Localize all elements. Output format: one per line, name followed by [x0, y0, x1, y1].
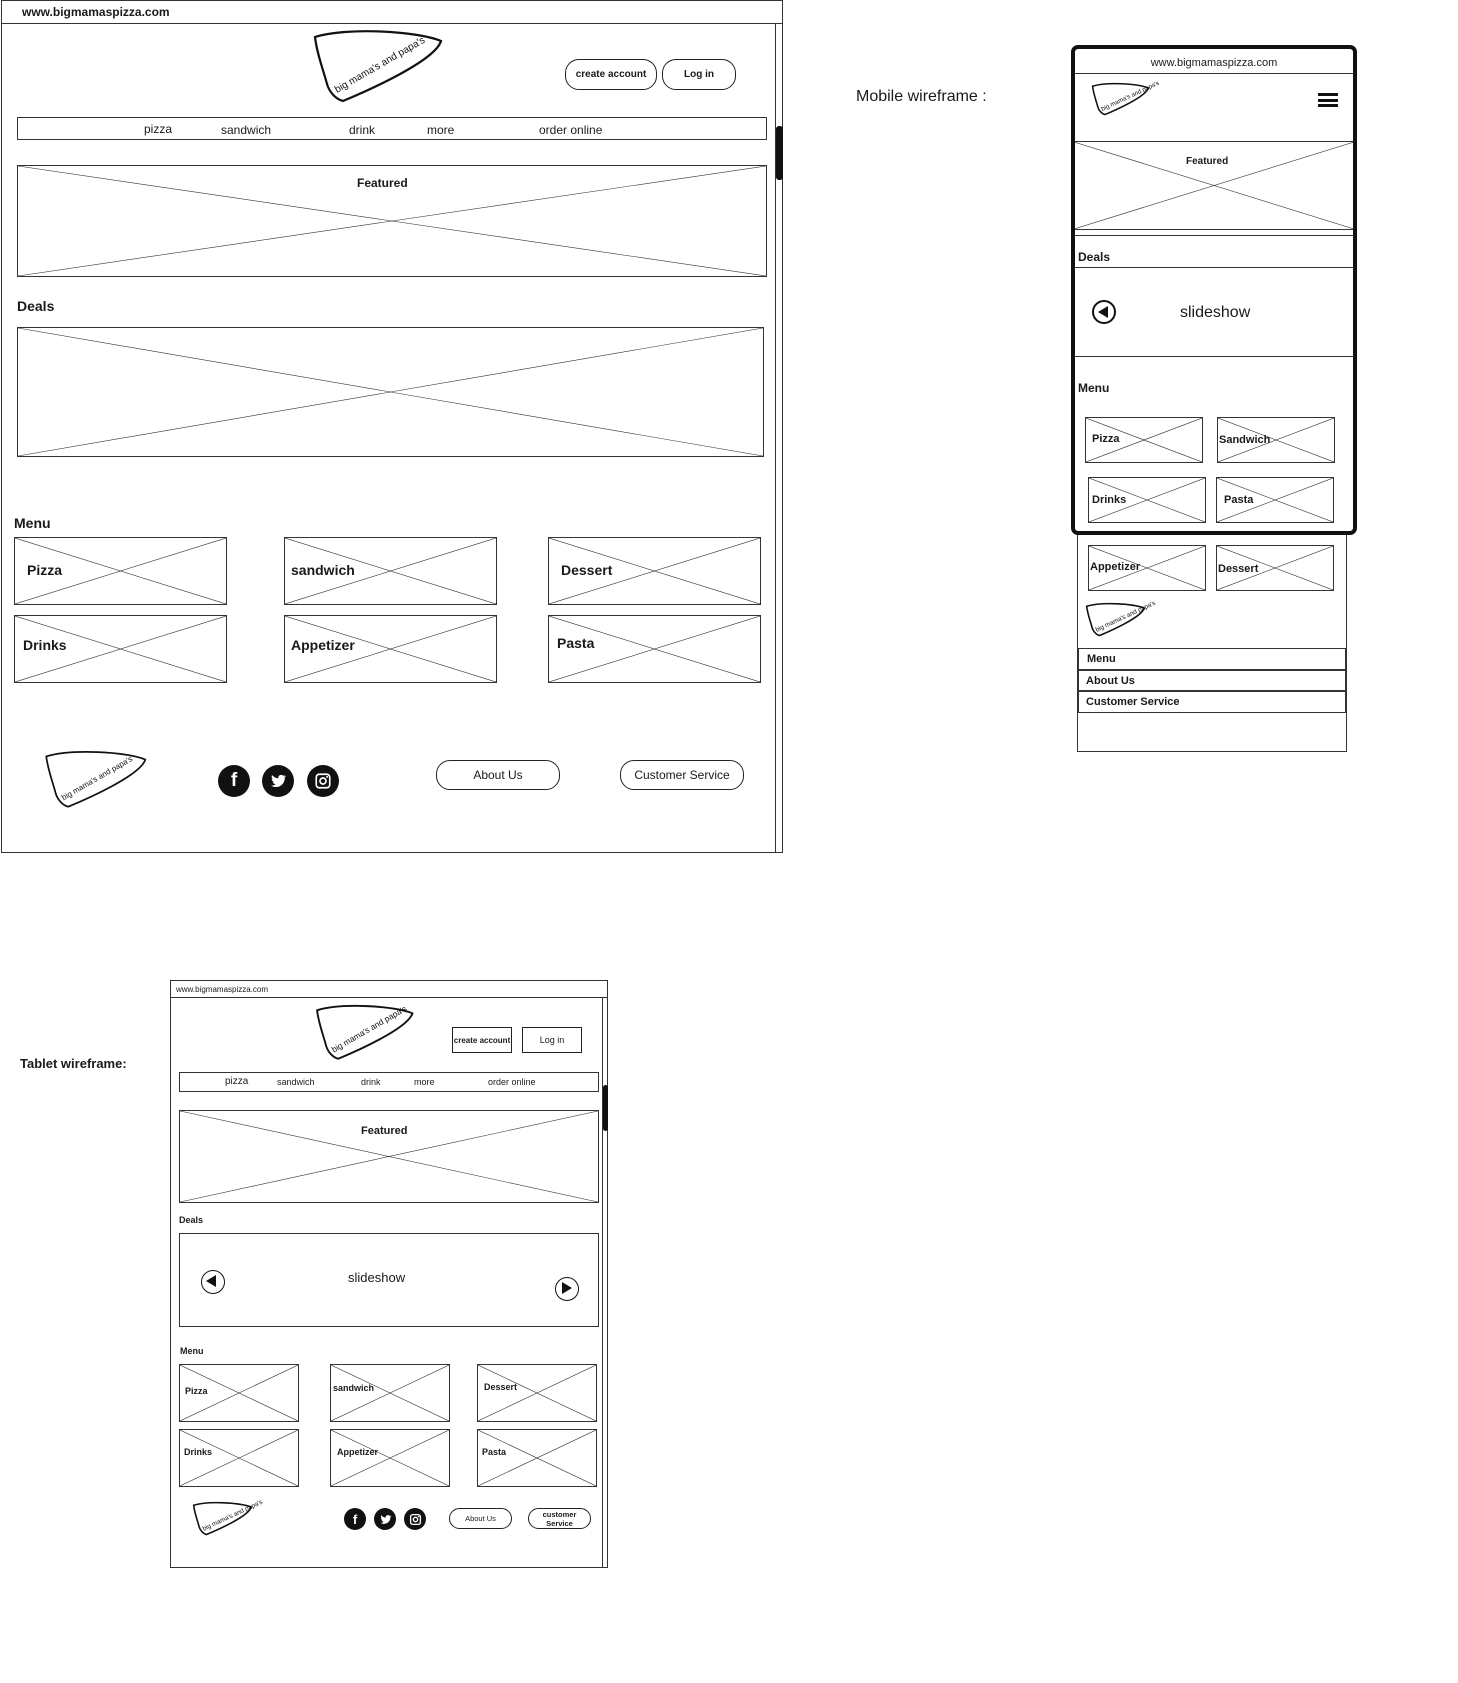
mobile-menu-item-appetizer[interactable]: [1088, 545, 1206, 591]
tablet-menu-item-pizza[interactable]: [179, 1364, 299, 1422]
menu-item-label: Pasta: [482, 1447, 507, 1457]
mobile-menu-item-drinks[interactable]: [1088, 477, 1206, 523]
menu-item-label: Drinks: [1092, 494, 1127, 506]
mobile-menu-item-pizza[interactable]: [1085, 417, 1203, 463]
twitter-icon[interactable]: [374, 1508, 396, 1530]
tablet-deals-heading: Deals: [179, 1215, 204, 1225]
tablet-menu-item-appetizer[interactable]: [330, 1429, 450, 1487]
nav-item-more[interactable]: more: [414, 1077, 435, 1087]
menu-item-label: Dessert: [561, 562, 613, 578]
menu-item-label: Pasta: [557, 635, 595, 651]
menu-item-label: Appetizer: [1090, 561, 1141, 573]
nav-item-sandwich[interactable]: sandwich: [277, 1077, 315, 1087]
tablet-menu-heading: Menu: [180, 1346, 204, 1356]
customer-service-button[interactable]: Customer Service: [620, 760, 744, 790]
tablet-scrollbar-track[interactable]: [602, 998, 603, 1567]
twitter-icon[interactable]: [262, 765, 294, 797]
url-bar-divider: [2, 23, 782, 24]
desktop-wireframe: [1, 0, 783, 853]
tablet-menu-item-drinks[interactable]: [179, 1429, 299, 1487]
mobile-menu-item-dessert[interactable]: [1216, 545, 1334, 591]
menu-item-pasta[interactable]: [548, 615, 761, 683]
menu-item-dessert[interactable]: [548, 537, 761, 605]
create-account-button[interactable]: create account: [565, 59, 657, 90]
mobile-phone-frame: [1071, 45, 1357, 535]
deals-placeholder[interactable]: [17, 327, 764, 457]
nav-item-pizza[interactable]: pizza: [144, 122, 173, 136]
logo-text: big mama's and papa's: [1100, 79, 1161, 113]
logo-text: big mama's and papa's: [201, 1498, 264, 1533]
mobile-url-bar[interactable]: www.bigmamaspizza.com: [1150, 57, 1278, 69]
facebook-icon[interactable]: f: [344, 1508, 366, 1530]
menu-item-drinks[interactable]: [14, 615, 227, 683]
menu-item-label: Pizza: [1092, 433, 1120, 445]
url-bar[interactable]: www.bigmamaspizza.com: [22, 5, 170, 19]
tablet-nav-bar: [179, 1072, 599, 1092]
tablet-menu-item-sandwich[interactable]: [330, 1364, 450, 1422]
tablet-login-button[interactable]: Log in: [522, 1027, 582, 1053]
nav-item-drink[interactable]: drink: [361, 1077, 381, 1087]
instagram-icon[interactable]: [404, 1508, 426, 1530]
menu-item-label: Dessert: [1218, 563, 1259, 575]
mobile-deals-heading: Deals: [1078, 250, 1111, 264]
slideshow-label: slideshow: [1180, 304, 1251, 321]
login-button[interactable]: Log in: [662, 59, 736, 90]
tablet-customer-service-button[interactable]: customer Service: [528, 1508, 591, 1529]
menu-item-label: Pizza: [185, 1386, 208, 1396]
facebook-icon[interactable]: f: [218, 765, 250, 797]
menu-item-appetizer[interactable]: [284, 615, 497, 683]
tablet-featured-placeholder[interactable]: [179, 1110, 599, 1203]
tablet-wireframe: [170, 980, 608, 1568]
slideshow-next-icon[interactable]: [555, 1277, 579, 1301]
menu-heading: Menu: [14, 515, 51, 531]
mobile-wireframe-label: Mobile wireframe :: [856, 88, 987, 105]
tablet-url-bar[interactable]: www.bigmamaspizza.com: [176, 985, 269, 994]
nav-item-pizza[interactable]: pizza: [225, 1076, 249, 1087]
nav-bar: [17, 117, 767, 140]
featured-placeholder[interactable]: [17, 165, 767, 277]
mobile-footer-link-customer-service[interactable]: [1078, 691, 1346, 713]
tablet-logo-icon[interactable]: [311, 1003, 417, 1063]
menu-item-sandwich[interactable]: [284, 537, 497, 605]
tablet-url-divider: [171, 997, 607, 998]
slideshow-prev-icon[interactable]: [1092, 300, 1116, 324]
about-us-button[interactable]: About Us: [436, 760, 560, 790]
menu-item-label: sandwich: [333, 1383, 375, 1393]
mobile-url-divider: [1075, 73, 1353, 74]
scrollbar-thumb[interactable]: [776, 126, 783, 180]
nav-item-more[interactable]: more: [427, 123, 455, 137]
instagram-icon[interactable]: [307, 765, 339, 797]
mobile-footer-logo-icon[interactable]: [1083, 599, 1157, 638]
tablet-scrollbar-thumb[interactable]: [603, 1085, 608, 1131]
footer-link-label: About Us: [1086, 675, 1135, 687]
menu-item-pizza[interactable]: [14, 537, 227, 605]
footer-logo-icon[interactable]: [40, 749, 150, 811]
menu-item-label: Drinks: [184, 1447, 213, 1457]
nav-item-sandwich[interactable]: sandwich: [221, 123, 272, 137]
nav-item-drink[interactable]: drink: [349, 123, 376, 137]
tablet-footer-logo-icon[interactable]: [190, 1498, 264, 1538]
logo-icon[interactable]: [307, 29, 447, 105]
logo-text: big mama's and papa's: [60, 754, 135, 803]
hamburger-menu-icon[interactable]: [1318, 93, 1338, 107]
nav-item-order-online[interactable]: order online: [539, 123, 603, 137]
menu-item-label: Pizza: [27, 562, 63, 578]
mobile-logo-icon[interactable]: [1089, 79, 1161, 118]
featured-label: Featured: [357, 176, 408, 190]
menu-item-label: Pasta: [1224, 494, 1254, 506]
menu-item-label: sandwich: [291, 562, 355, 578]
logo-text: big mama's and papa's: [333, 34, 428, 96]
tablet-menu-item-pasta[interactable]: [477, 1429, 597, 1487]
menu-item-label: Drinks: [23, 637, 67, 653]
logo-text: big mama's and papa's: [329, 1003, 409, 1055]
logo-text: big mama's and papa's: [1094, 599, 1157, 634]
mobile-footer-link-about[interactable]: [1078, 670, 1346, 691]
slideshow-prev-icon[interactable]: [201, 1270, 225, 1294]
mobile-slideshow[interactable]: [1073, 267, 1355, 357]
mobile-footer-link-menu[interactable]: [1078, 648, 1346, 670]
menu-item-label: Appetizer: [337, 1447, 379, 1457]
footer-link-label: Menu: [1087, 653, 1116, 665]
mobile-menu-item-sandwich[interactable]: [1217, 417, 1335, 463]
featured-label: Featured: [1186, 156, 1229, 167]
menu-item-label: Sandwich: [1219, 434, 1271, 446]
mobile-menu-heading: Menu: [1078, 381, 1110, 395]
nav-item-order-online[interactable]: order online: [488, 1077, 536, 1087]
mobile-featured-placeholder[interactable]: [1073, 141, 1355, 230]
mobile-deals-top-divider: [1075, 235, 1353, 236]
menu-item-label: Dessert: [484, 1382, 518, 1392]
tablet-slideshow[interactable]: [179, 1233, 599, 1327]
menu-item-label: Appetizer: [291, 637, 355, 653]
tablet-wireframe-label: Tablet wireframe:: [20, 1056, 127, 1071]
slideshow-label: slideshow: [348, 1270, 406, 1285]
deals-heading: Deals: [17, 298, 55, 314]
tablet-about-us-button[interactable]: About Us: [449, 1508, 512, 1529]
mobile-menu-item-pasta[interactable]: [1216, 477, 1334, 523]
tablet-menu-item-dessert[interactable]: [477, 1364, 597, 1422]
featured-label: Featured: [361, 1125, 408, 1137]
footer-link-label: Customer Service: [1086, 696, 1180, 708]
tablet-create-account-button[interactable]: create account: [452, 1027, 512, 1053]
